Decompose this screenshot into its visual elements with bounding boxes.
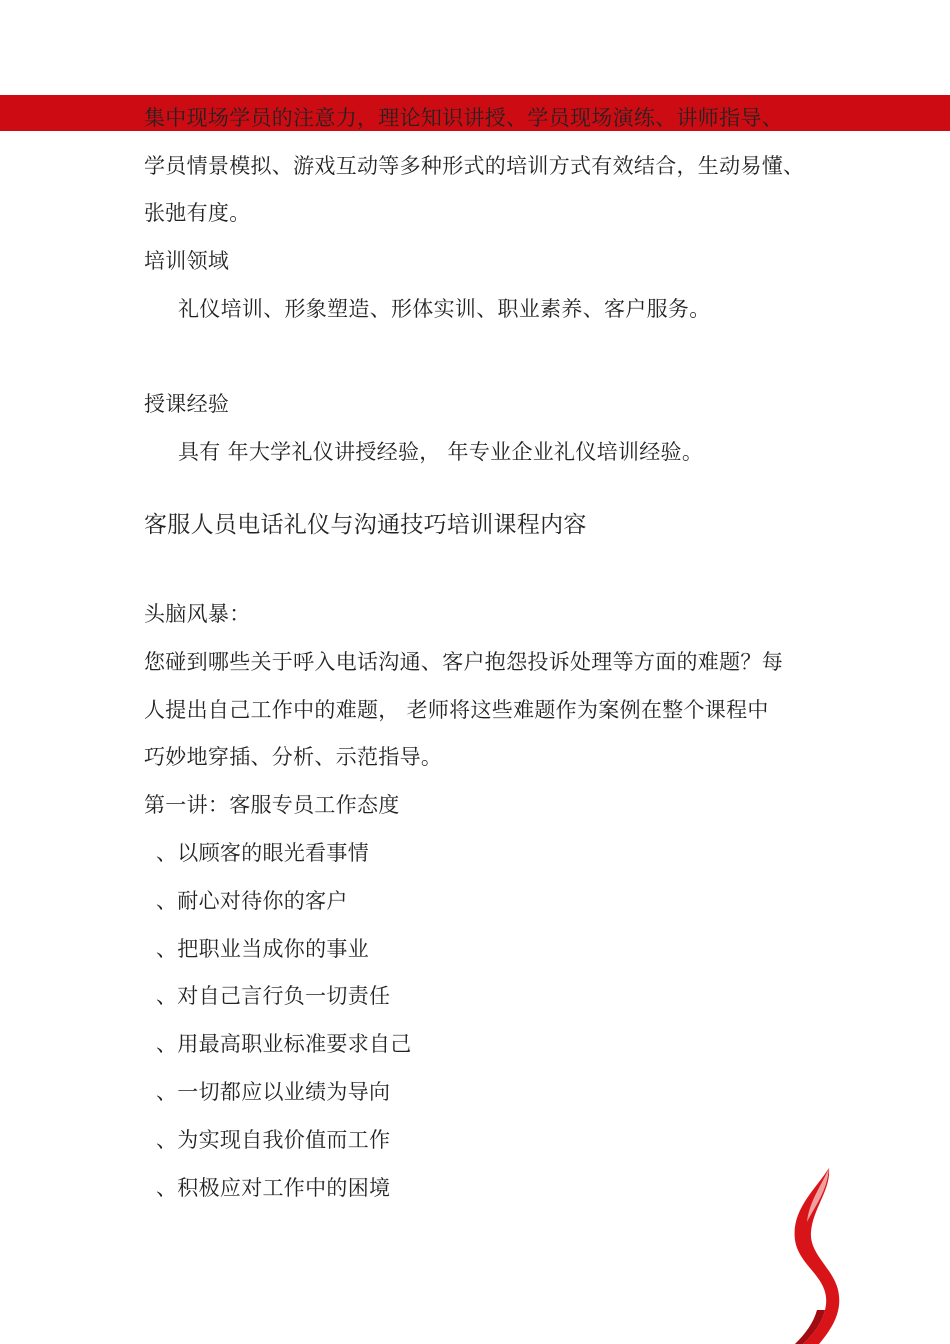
list-item: 、为实现自我价值而工作 <box>156 1128 391 1152</box>
list-item: 、以顾客的眼光看事情 <box>156 841 369 865</box>
list-item: 、把职业当成你的事业 <box>156 937 369 961</box>
experience-text: 具有 年大学礼仪讲授经验， 年专业企业礼仪培训经验。 <box>178 440 704 464</box>
lecture1-heading: 第一讲：客服专员工作态度 <box>144 793 400 817</box>
list-item: 、积极应对工作中的困境 <box>156 1176 391 1200</box>
list-item: 、用最高职业标准要求自己 <box>156 1032 412 1056</box>
intro-line-1: 集中现场学员的注意力，理论知识讲授、学员现场演练、讲师指导、 <box>144 106 783 130</box>
intro-line-3: 张弛有度。 <box>144 201 251 225</box>
brainstorm-line-1: 您碰到哪些关于呼入电话沟通、客户抱怨投诉处理等方面的难题？每 <box>144 650 783 674</box>
brainstorm-line-3: 巧妙地穿插、分析、示范指导。 <box>144 745 443 769</box>
field-text: 礼仪培训、形象塑造、形体实训、职业素养、客户服务。 <box>178 297 711 321</box>
list-item: 、一切都应以业绩为导向 <box>156 1080 391 1104</box>
course-title: 客服人员电话礼仪与沟通技巧培训课程内容 <box>144 512 587 538</box>
red-ribbon-logo-icon <box>755 1160 865 1344</box>
field-heading: 培训领域 <box>144 249 230 273</box>
brainstorm-line-2: 人提出自己工作中的难题， 老师将这些难题作为案例在整个课程中 <box>144 698 769 722</box>
intro-line-2: 学员情景模拟、游戏互动等多种形式的培训方式有效结合，生动易懂、 <box>144 154 805 178</box>
list-item: 、对自己言行负一切责任 <box>156 984 391 1008</box>
list-item: 、耐心对待你的客户 <box>156 889 348 913</box>
experience-heading: 授课经验 <box>144 392 230 416</box>
brainstorm-heading: 头脑风暴： <box>144 602 251 626</box>
